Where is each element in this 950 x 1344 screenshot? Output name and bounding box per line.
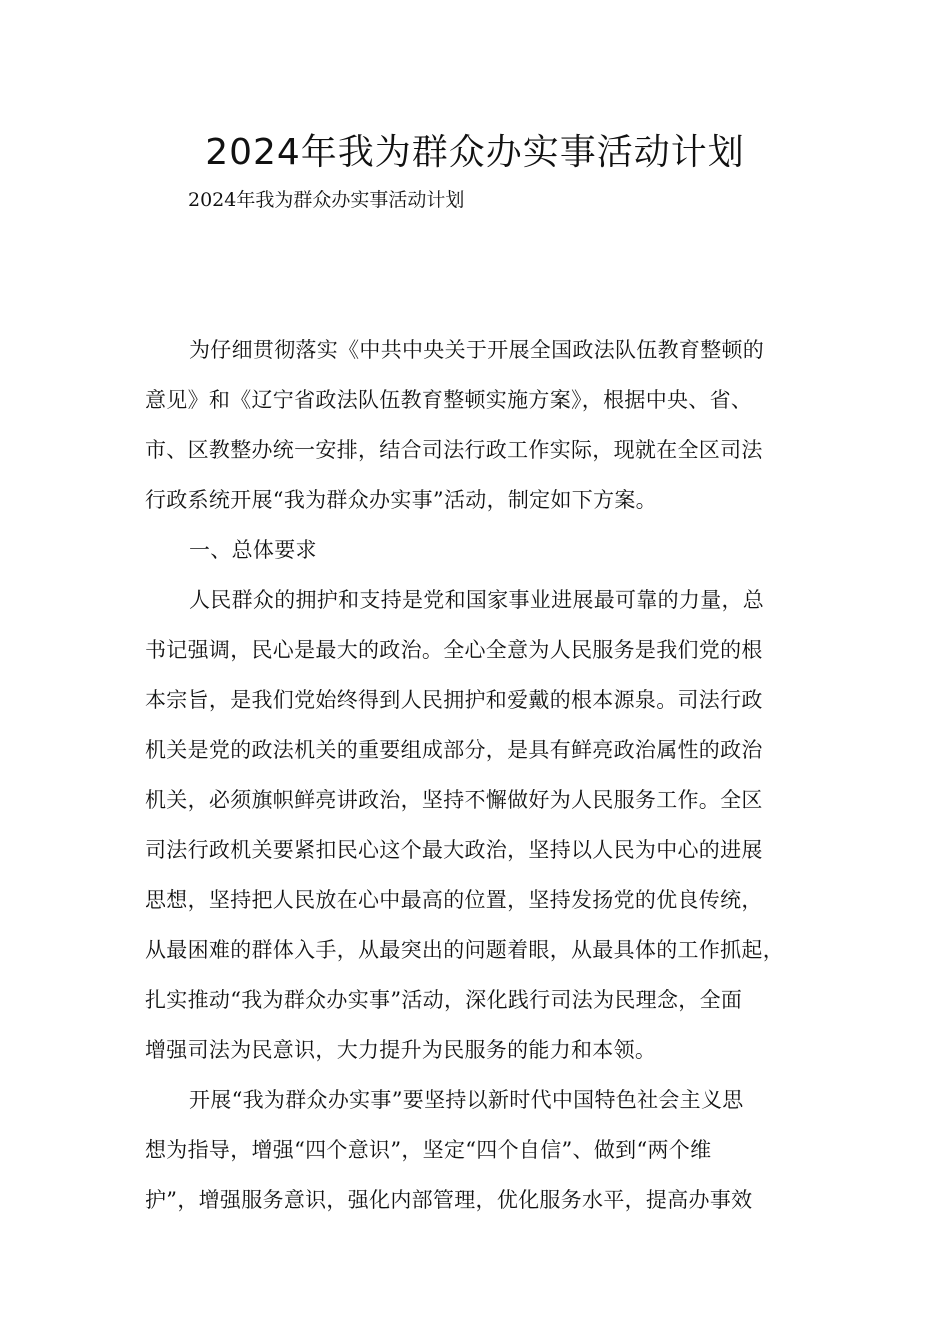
paragraph-line: 扎实推动“我为群众办实事”活动，深化践行司法为民理念，全面 [145, 988, 743, 1012]
paragraph-line: 思想，坚持把人民放在心中最高的位置，坚持发扬党的优良传统， [145, 888, 763, 912]
paragraph-line: 本宗旨，是我们党始终得到人民拥护和爱戴的根本源泉。司法行政 [145, 688, 763, 712]
paragraph-line: 行政系统开展“我为群众办实事”活动，制定如下方案。 [145, 488, 657, 512]
paragraph-line: 书记强调，民心是最大的政治。全心全意为人民服务是我们党的根 [145, 638, 763, 662]
document-subtitle: 2024年我为群众办实事活动计划 [188, 189, 465, 211]
paragraph-line: 想为指导，增强“四个意识”，坚定“四个自信”、做到“两个维 [145, 1138, 712, 1162]
paragraph-line: 增强司法为民意识，大力提升为民服务的能力和本领。 [145, 1038, 657, 1062]
paragraph-line: 司法行政机关要紧扣民心这个最大政治，坚持以人民为中心的进展 [145, 838, 763, 862]
document-body [145, 330, 815, 1230]
paragraph-line: 从最困难的群体入手，从最突出的问题着眼，从最具体的工作抓起， [145, 938, 784, 962]
document-title: 2024年我为群众办实事活动计划 [205, 132, 745, 173]
paragraph-line: 开展“我为群众办实事”要坚持以新时代中国特色社会主义思 [189, 1088, 744, 1112]
paragraph-line: 护”，增强服务意识，强化内部管理，优化服务水平，提高办事效 [145, 1188, 753, 1212]
paragraph-line: 机关，必须旗帜鲜亮讲政治，坚持不懈做好为人民服务工作。全区 [145, 788, 763, 812]
paragraph-line: 机关是党的政法机关的重要组成部分，是具有鲜亮政治属性的政治 [145, 738, 763, 762]
paragraph-line: 为仔细贯彻落实《中共中央关于开展全国政法队伍教育整顿的 [189, 338, 765, 362]
section-heading: 一、总体要求 [189, 538, 317, 562]
paragraph-line: 意见》和《辽宁省政法队伍教育整顿实施方案》，根据中央、省、 [145, 388, 753, 412]
paragraph-line: 市、区教整办统一安排，结合司法行政工作实际，现就在全区司法 [145, 438, 763, 462]
paragraph-line: 人民群众的拥护和支持是党和国家事业进展最可靠的力量，总 [189, 588, 765, 612]
